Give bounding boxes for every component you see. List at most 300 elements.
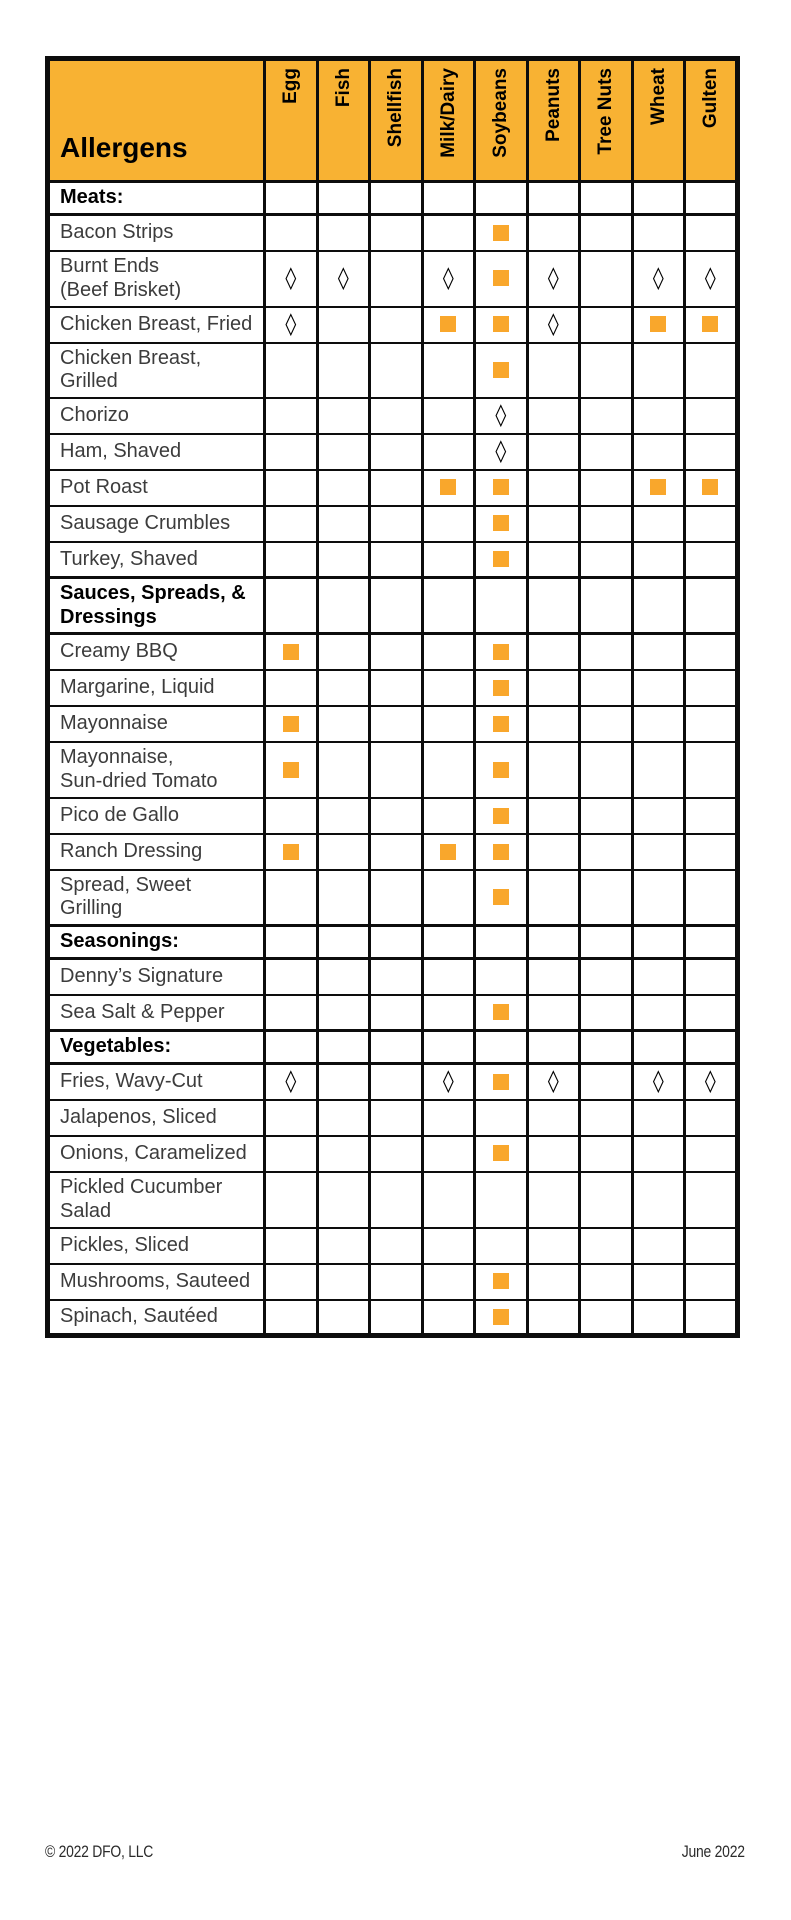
allergen-cell bbox=[527, 1031, 580, 1064]
allergen-cell bbox=[475, 1264, 528, 1300]
allergen-cell bbox=[475, 870, 528, 926]
allergen-cell bbox=[370, 995, 423, 1031]
allergen-cell bbox=[370, 1100, 423, 1136]
allergen-cell bbox=[370, 307, 423, 343]
allergen-cell bbox=[685, 834, 738, 870]
allergen-cell bbox=[422, 798, 475, 834]
allergen-cell bbox=[370, 870, 423, 926]
allergen-cell bbox=[685, 343, 738, 398]
allergen-cell bbox=[527, 182, 580, 215]
table-row bbox=[48, 215, 738, 251]
row-label: Mushrooms, Sauteed bbox=[48, 1264, 265, 1300]
allergen-cell bbox=[527, 506, 580, 542]
allergen-cell bbox=[685, 251, 738, 307]
allergen-cell bbox=[317, 706, 370, 742]
allergen-cell bbox=[580, 1064, 633, 1100]
allergen-cell bbox=[370, 1264, 423, 1300]
allergen-cell bbox=[422, 578, 475, 634]
allergen-cell bbox=[265, 1064, 318, 1100]
table-row bbox=[48, 398, 738, 434]
allergen-cell bbox=[527, 1300, 580, 1336]
column-header-label: Gulten bbox=[699, 68, 721, 129]
allergen-cell bbox=[265, 926, 318, 959]
allergen-cell bbox=[580, 870, 633, 926]
allergen-cell bbox=[370, 706, 423, 742]
allergen-square-icon bbox=[493, 1074, 509, 1090]
allergen-cell bbox=[527, 926, 580, 959]
column-header-label: Milk/Dairy bbox=[437, 68, 459, 158]
allergen-cell bbox=[685, 398, 738, 434]
allergen-cell bbox=[370, 742, 423, 798]
allergen-cell bbox=[632, 1172, 685, 1228]
allergen-cell bbox=[265, 434, 318, 470]
allergen-cell bbox=[527, 1100, 580, 1136]
allergen-cell bbox=[370, 578, 423, 634]
allergen-cell bbox=[422, 959, 475, 995]
allergen-cell bbox=[265, 578, 318, 634]
allergen-square-icon bbox=[493, 680, 509, 696]
allergen-diamond-icon: ◊ bbox=[652, 1068, 664, 1094]
table-row bbox=[48, 1136, 738, 1172]
allergen-cell bbox=[632, 706, 685, 742]
allergen-cell bbox=[265, 959, 318, 995]
row-label: Onions, Caramelized bbox=[48, 1136, 265, 1172]
allergen-cell bbox=[475, 398, 528, 434]
table-row bbox=[48, 995, 738, 1031]
allergen-cell bbox=[422, 706, 475, 742]
allergen-cell bbox=[317, 343, 370, 398]
row-label: Creamy BBQ bbox=[48, 634, 265, 670]
allergen-cell bbox=[370, 542, 423, 578]
allergen-cell bbox=[685, 1064, 738, 1100]
allergen-cell bbox=[265, 670, 318, 706]
allergen-cell bbox=[527, 251, 580, 307]
allergen-cell bbox=[317, 798, 370, 834]
allergen-square-icon bbox=[493, 716, 509, 732]
row-label: Spinach, Sautéed bbox=[48, 1300, 265, 1336]
allergen-square-icon bbox=[283, 644, 299, 660]
allergen-diamond-icon: ◊ bbox=[285, 311, 297, 337]
allergen-cell bbox=[527, 1136, 580, 1172]
allergen-cell bbox=[422, 434, 475, 470]
allergen-cell bbox=[317, 542, 370, 578]
column-header-tree-nuts bbox=[580, 59, 633, 182]
allergen-cell bbox=[527, 670, 580, 706]
allergen-cell bbox=[632, 398, 685, 434]
allergen-cell bbox=[422, 506, 475, 542]
column-header-label: Fish bbox=[332, 68, 354, 108]
allergen-square-icon bbox=[493, 551, 509, 567]
allergen-cell bbox=[370, 215, 423, 251]
allergen-cell bbox=[317, 742, 370, 798]
allergen-cell bbox=[685, 542, 738, 578]
section-row bbox=[48, 182, 738, 215]
allergen-cell bbox=[317, 959, 370, 995]
column-header-label: Wheat bbox=[647, 68, 669, 125]
section-row bbox=[48, 578, 738, 634]
allergen-cell bbox=[317, 834, 370, 870]
allergen-cell bbox=[632, 307, 685, 343]
allergen-cell bbox=[422, 343, 475, 398]
allergen-cell bbox=[685, 434, 738, 470]
table-row bbox=[48, 506, 738, 542]
allergen-square-icon bbox=[493, 515, 509, 531]
column-header-shellfish bbox=[370, 59, 423, 182]
table-row bbox=[48, 434, 738, 470]
row-label: Ham, Shaved bbox=[48, 434, 265, 470]
allergen-cell bbox=[475, 634, 528, 670]
allergen-cell bbox=[475, 542, 528, 578]
allergen-cell bbox=[632, 578, 685, 634]
allergen-square-icon bbox=[440, 479, 456, 495]
row-label: Turkey, Shaved bbox=[48, 542, 265, 578]
allergen-cell bbox=[632, 343, 685, 398]
allergen-cell bbox=[475, 1228, 528, 1264]
page-footer bbox=[45, 1842, 745, 1862]
allergen-cell bbox=[685, 1136, 738, 1172]
allergen-cell bbox=[422, 995, 475, 1031]
allergen-cell bbox=[580, 506, 633, 542]
allergen-cell bbox=[317, 215, 370, 251]
allergen-cell bbox=[475, 1300, 528, 1336]
allergen-square-icon bbox=[702, 479, 718, 495]
allergen-cell bbox=[317, 1100, 370, 1136]
section-label: Seasonings: bbox=[48, 926, 265, 959]
allergen-cell bbox=[685, 1300, 738, 1336]
allergen-cell bbox=[685, 307, 738, 343]
allergen-cell bbox=[580, 959, 633, 995]
allergen-diamond-icon: ◊ bbox=[285, 1068, 297, 1094]
allergen-cell bbox=[265, 182, 318, 215]
allergen-cell bbox=[527, 634, 580, 670]
allergen-cell bbox=[685, 506, 738, 542]
row-label: Jalapenos, Sliced bbox=[48, 1100, 265, 1136]
allergen-cell bbox=[265, 995, 318, 1031]
allergen-cell bbox=[265, 506, 318, 542]
allergen-cell bbox=[632, 798, 685, 834]
table-row bbox=[48, 670, 738, 706]
allergen-cell bbox=[475, 706, 528, 742]
allergen-cell bbox=[265, 542, 318, 578]
allergen-square-icon bbox=[493, 1273, 509, 1289]
table-row bbox=[48, 742, 738, 798]
allergen-cell bbox=[580, 182, 633, 215]
allergen-cell bbox=[370, 1172, 423, 1228]
row-label: Ranch Dressing bbox=[48, 834, 265, 870]
allergen-cell bbox=[317, 870, 370, 926]
allergen-cell bbox=[475, 1136, 528, 1172]
allergen-cell bbox=[317, 634, 370, 670]
allergen-cell bbox=[475, 215, 528, 251]
allergen-cell bbox=[265, 343, 318, 398]
row-label: Chorizo bbox=[48, 398, 265, 434]
allergen-cell bbox=[527, 434, 580, 470]
allergen-cell bbox=[475, 1100, 528, 1136]
allergen-square-icon bbox=[493, 844, 509, 860]
allergen-cell bbox=[685, 1264, 738, 1300]
allergen-cell bbox=[422, 1228, 475, 1264]
header-row bbox=[48, 59, 738, 182]
allergen-cell bbox=[580, 1300, 633, 1336]
allergen-cell bbox=[685, 995, 738, 1031]
allergen-cell bbox=[580, 578, 633, 634]
allergen-cell bbox=[265, 798, 318, 834]
allergen-square-icon bbox=[493, 1004, 509, 1020]
allergen-cell bbox=[632, 542, 685, 578]
allergen-diamond-icon: ◊ bbox=[547, 311, 559, 337]
allergen-cell bbox=[265, 742, 318, 798]
allergen-square-icon bbox=[493, 644, 509, 660]
allergen-cell bbox=[370, 251, 423, 307]
allergen-cell bbox=[580, 798, 633, 834]
allergen-cell bbox=[475, 251, 528, 307]
allergen-cell bbox=[527, 398, 580, 434]
allergen-cell bbox=[317, 995, 370, 1031]
allergen-cell bbox=[265, 398, 318, 434]
allergen-cell bbox=[527, 343, 580, 398]
row-label: Mayonnaise bbox=[48, 706, 265, 742]
allergen-cell bbox=[685, 870, 738, 926]
allergen-cell bbox=[580, 542, 633, 578]
allergen-cell bbox=[685, 670, 738, 706]
allergen-cell bbox=[475, 926, 528, 959]
allergen-cell bbox=[685, 634, 738, 670]
allergen-cell bbox=[580, 251, 633, 307]
date-text: June 2022 bbox=[682, 1842, 745, 1861]
allergen-cell bbox=[685, 1228, 738, 1264]
allergen-cell bbox=[370, 798, 423, 834]
row-label: Pico de Gallo bbox=[48, 798, 265, 834]
allergen-cell bbox=[632, 834, 685, 870]
allergen-cell bbox=[422, 634, 475, 670]
table-row bbox=[48, 706, 738, 742]
allergen-cell bbox=[370, 1300, 423, 1336]
allergen-cell bbox=[475, 343, 528, 398]
row-label: Chicken Breast, Grilled bbox=[48, 343, 265, 398]
allergen-cell bbox=[527, 995, 580, 1031]
allergen-cell bbox=[265, 215, 318, 251]
allergen-cell bbox=[317, 926, 370, 959]
row-label: Spread, Sweet Grilling bbox=[48, 870, 265, 926]
allergen-diamond-icon: ◊ bbox=[337, 265, 349, 291]
allergen-cell bbox=[370, 959, 423, 995]
allergen-cell bbox=[422, 307, 475, 343]
allergen-cell bbox=[580, 434, 633, 470]
allergen-cell bbox=[422, 470, 475, 506]
allergen-cell bbox=[475, 1031, 528, 1064]
allergen-cell bbox=[632, 959, 685, 995]
allergen-diamond-icon: ◊ bbox=[495, 438, 507, 464]
allergen-cell bbox=[422, 1264, 475, 1300]
table-row bbox=[48, 307, 738, 343]
allergen-square-icon bbox=[493, 362, 509, 378]
allergen-diamond-icon: ◊ bbox=[547, 265, 559, 291]
allergen-cell bbox=[527, 870, 580, 926]
allergen-diamond-icon: ◊ bbox=[442, 1068, 454, 1094]
allergen-table bbox=[45, 56, 740, 1338]
allergen-cell bbox=[685, 926, 738, 959]
allergen-square-icon bbox=[493, 889, 509, 905]
allergen-cell bbox=[422, 926, 475, 959]
allergen-square-icon bbox=[493, 762, 509, 778]
allergen-cell bbox=[370, 634, 423, 670]
table-title: Allergens bbox=[48, 59, 265, 182]
allergen-cell bbox=[317, 307, 370, 343]
table-row bbox=[48, 959, 738, 995]
allergen-square-icon bbox=[650, 479, 666, 495]
allergen-cell bbox=[370, 1136, 423, 1172]
allergen-diamond-icon: ◊ bbox=[652, 265, 664, 291]
allergen-cell bbox=[422, 1172, 475, 1228]
table-row bbox=[48, 1228, 738, 1264]
allergen-cell bbox=[685, 470, 738, 506]
table-row bbox=[48, 798, 738, 834]
allergen-cell bbox=[475, 742, 528, 798]
section-label: Meats: bbox=[48, 182, 265, 215]
allergen-cell bbox=[475, 1064, 528, 1100]
allergen-cell bbox=[685, 215, 738, 251]
allergen-cell bbox=[370, 1064, 423, 1100]
allergen-cell bbox=[317, 670, 370, 706]
allergen-cell bbox=[580, 670, 633, 706]
allergen-cell bbox=[422, 1300, 475, 1336]
allergen-square-icon bbox=[440, 316, 456, 332]
allergen-cell bbox=[527, 470, 580, 506]
allergen-cell bbox=[685, 1031, 738, 1064]
allergen-cell bbox=[685, 798, 738, 834]
allergen-cell bbox=[317, 1300, 370, 1336]
table-row bbox=[48, 542, 738, 578]
allergen-cell bbox=[370, 1228, 423, 1264]
allergen-cell bbox=[370, 1031, 423, 1064]
allergen-cell bbox=[527, 1172, 580, 1228]
allergen-cell bbox=[422, 215, 475, 251]
table-row bbox=[48, 1300, 738, 1336]
row-label: Pot Roast bbox=[48, 470, 265, 506]
allergen-cell bbox=[580, 307, 633, 343]
row-label: Mayonnaise, Sun-dried Tomato bbox=[48, 742, 265, 798]
allergen-cell bbox=[370, 343, 423, 398]
table-row bbox=[48, 343, 738, 398]
table-row bbox=[48, 834, 738, 870]
allergen-cell bbox=[265, 834, 318, 870]
allergen-cell bbox=[580, 634, 633, 670]
allergen-cell bbox=[475, 670, 528, 706]
allergen-cell bbox=[685, 959, 738, 995]
copyright-text: © 2022 DFO, LLC bbox=[45, 1842, 154, 1861]
allergen-square-icon bbox=[493, 225, 509, 241]
allergen-cell bbox=[265, 870, 318, 926]
row-label: Pickled Cucumber Salad bbox=[48, 1172, 265, 1228]
allergen-cell bbox=[632, 215, 685, 251]
allergen-cell bbox=[317, 1064, 370, 1100]
allergen-cell bbox=[475, 307, 528, 343]
row-label: Pickles, Sliced bbox=[48, 1228, 265, 1264]
allergen-cell bbox=[265, 1300, 318, 1336]
allergen-square-icon bbox=[493, 1145, 509, 1161]
allergen-cell bbox=[422, 182, 475, 215]
allergen-cell bbox=[317, 251, 370, 307]
section-row bbox=[48, 926, 738, 959]
allergen-cell bbox=[265, 307, 318, 343]
table-row bbox=[48, 1172, 738, 1228]
allergen-cell bbox=[527, 834, 580, 870]
allergen-cell bbox=[370, 470, 423, 506]
allergen-cell bbox=[580, 1136, 633, 1172]
allergen-cell bbox=[317, 1031, 370, 1064]
allergen-cell bbox=[632, 926, 685, 959]
allergen-square-icon bbox=[702, 316, 718, 332]
row-label: Burnt Ends (Beef Brisket) bbox=[48, 251, 265, 307]
allergen-cell bbox=[422, 1031, 475, 1064]
allergen-cell bbox=[370, 834, 423, 870]
column-header-label: Tree Nuts bbox=[595, 68, 617, 155]
allergen-cell bbox=[475, 995, 528, 1031]
allergen-cell bbox=[580, 1031, 633, 1064]
allergen-cell bbox=[475, 578, 528, 634]
allergen-diamond-icon: ◊ bbox=[704, 265, 716, 291]
allergen-cell bbox=[475, 798, 528, 834]
table-row bbox=[48, 470, 738, 506]
section-label: Sauces, Spreads, & Dressings bbox=[48, 578, 265, 634]
allergen-cell bbox=[580, 215, 633, 251]
allergen-cell bbox=[685, 578, 738, 634]
allergen-square-icon bbox=[493, 808, 509, 824]
column-header-label: Shellfish bbox=[385, 68, 407, 148]
section-label: Vegetables: bbox=[48, 1031, 265, 1064]
allergen-cell bbox=[632, 1300, 685, 1336]
allergen-cell bbox=[317, 182, 370, 215]
table-row bbox=[48, 634, 738, 670]
allergen-cell bbox=[527, 307, 580, 343]
allergen-cell bbox=[475, 506, 528, 542]
allergen-cell bbox=[527, 542, 580, 578]
allergen-cell bbox=[527, 706, 580, 742]
allergen-cell bbox=[580, 995, 633, 1031]
allergen-diamond-icon: ◊ bbox=[442, 265, 454, 291]
table-body bbox=[48, 182, 738, 1336]
allergen-cell bbox=[265, 1264, 318, 1300]
allergen-cell bbox=[580, 1100, 633, 1136]
table-row bbox=[48, 1064, 738, 1100]
allergen-cell bbox=[265, 1228, 318, 1264]
allergen-cell bbox=[580, 742, 633, 798]
allergen-cell bbox=[370, 926, 423, 959]
allergen-diamond-icon: ◊ bbox=[495, 402, 507, 428]
row-label: Fries, Wavy-Cut bbox=[48, 1064, 265, 1100]
allergen-cell bbox=[632, 742, 685, 798]
allergen-cell bbox=[685, 706, 738, 742]
column-header-peanuts bbox=[527, 59, 580, 182]
allergen-cell bbox=[422, 398, 475, 434]
allergen-cell bbox=[632, 670, 685, 706]
allergen-cell bbox=[422, 1100, 475, 1136]
section-row bbox=[48, 1031, 738, 1064]
allergen-cell bbox=[580, 1172, 633, 1228]
row-label: Sausage Crumbles bbox=[48, 506, 265, 542]
allergen-cell bbox=[265, 1172, 318, 1228]
allergen-cell bbox=[632, 870, 685, 926]
column-header-wheat bbox=[632, 59, 685, 182]
allergen-cell bbox=[317, 578, 370, 634]
allergen-cell bbox=[632, 182, 685, 215]
allergen-cell bbox=[422, 1136, 475, 1172]
allergen-cell bbox=[475, 834, 528, 870]
allergen-cell bbox=[317, 1228, 370, 1264]
allergen-cell bbox=[580, 398, 633, 434]
allergen-cell bbox=[527, 1228, 580, 1264]
allergen-square-icon bbox=[493, 1309, 509, 1325]
